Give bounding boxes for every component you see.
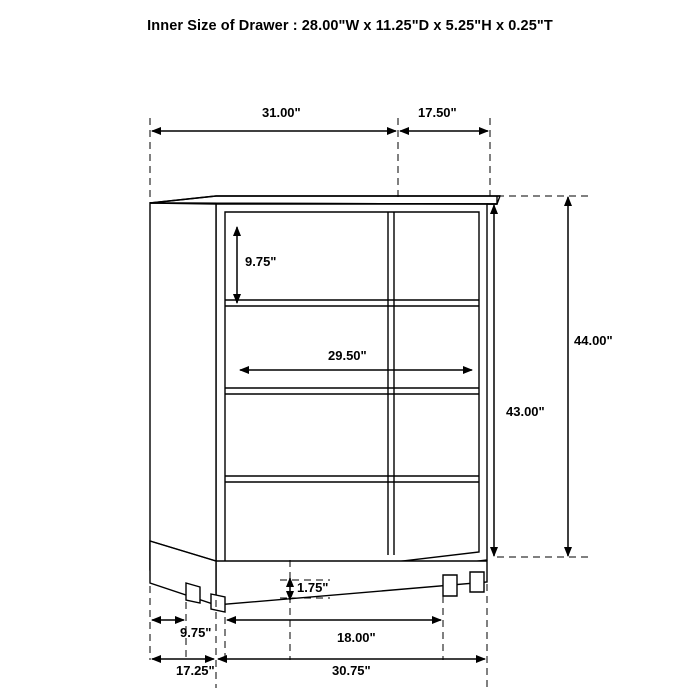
dimension-label-base-width: 30.75" (332, 663, 371, 678)
page-title: Inner Size of Drawer : 28.00"W x 11.25"D x 5.25"H x 0.25"T (147, 18, 553, 34)
dimension-label-foot-depth: 9.75" (180, 625, 212, 640)
dimension-label-top-width-front: 31.00" (262, 105, 301, 120)
furniture-outline (150, 196, 500, 612)
dimension-label-case-height: 43.00" (506, 404, 545, 419)
dimension-label-base-depth: 17.25" (176, 663, 215, 678)
dimension-label-drawer-face-height: 9.75" (245, 254, 277, 269)
dimension-label-plinth-height: 1.75" (297, 580, 329, 595)
dimension-label-overall-height: 44.00" (574, 333, 613, 348)
dimension-label-drawer-face-width: 29.50" (328, 348, 367, 363)
dimension-label-top-depth-side: 17.50" (418, 105, 457, 120)
dimension-label-base-inner-width: 18.00" (337, 630, 376, 645)
